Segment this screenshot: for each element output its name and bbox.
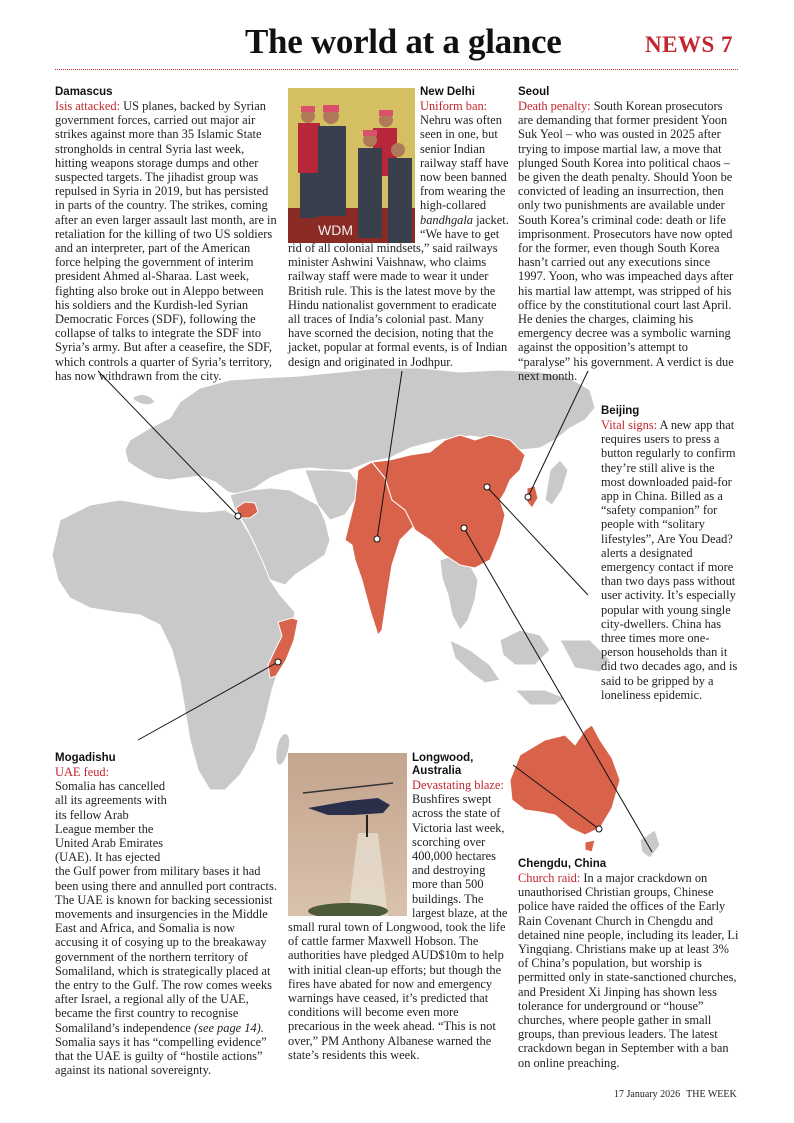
story-kicker: Vital signs: (601, 418, 658, 432)
photo-wrap-spacer (288, 752, 412, 918)
story-body-italic: bandhgala (420, 212, 474, 227)
story-mogadishu (55, 752, 277, 1077)
section-label: NEWS 7 (645, 32, 733, 57)
story-location: Seoul (518, 86, 550, 98)
story-kicker: Devastating blaze: (412, 778, 504, 792)
story-kicker: Isis attacked: (55, 99, 121, 113)
story-location: Damascus (55, 86, 113, 98)
page-title: The world at a glance (245, 22, 562, 61)
story-location: Beijing (601, 405, 640, 417)
story-beijing (601, 405, 741, 702)
story-body: Nehru was often seen in one, but senior Indian railway staff have now been banned from wearing the high-collared (420, 113, 509, 213)
story-body: In a major crackdown on unauthorised Christian groups, Chinese police have raided the offices of the Early Rain Covenant Church in Chengdu and detained nine people, including its leader, Li Yingqiang. Christians make up at least 3% of China’s population, but worship is permitted only in state-sanctioned churches, and President Xi Jinping has shown less tolerance for underground or “house” churches, where people gather in small groups, than previous leaders. The latest crackdown began in September with a ban on online preaching. (518, 871, 739, 1070)
story-kicker: Uniform ban: (420, 99, 488, 113)
story-longwood (288, 752, 510, 1062)
story-chengdu (518, 858, 740, 1070)
story-new-delhi (288, 86, 510, 369)
story-body: Somalia has cancelled all its agreements with its fellow Arab League member the United Arab Emirates (UAE). It has ejected the Gulf power from military bases it had been using there and annulled port contracts. The UAE is known for backing secessionist movements and insurgencies in the Middle East and Africa, and Somalia is now accusing it of cosying up to the breakaway government of the northern territory of Somaliland, which is strategically placed at the entry to the Gulf. The row comes weeks after Israel, a regional ally of the UAE, became the first country to recognise Somaliland’s independence (55, 779, 277, 1035)
story-location-country: Australia (412, 765, 462, 777)
story-body-italic: (see page 14). (194, 1020, 264, 1035)
story-location: Chengdu, China (518, 858, 607, 870)
story-body: US planes, backed by Syrian government forces, carried out major air strikes against more than 35 Islamic State strongholds in central Syria last week, hitting weapons storage dumps and other suspected targets. The jihadist group was repulsed in Syria in 2019, but has persisted in parts of the country. The strikes, coming after an even larger assault last month, are in retaliation for the killing of two US soldiers and an interpreter, part of the American force helping the government of interim president Ahmed al-Sharaa. Last week, fighting also broke out in Aleppo between his soldiers and the Kurdish-led Syrian Democratic Forces (SDF), following the collapse of talks to integrate the SDF into Syria’s army. But after a ceasefire, the SDF, which controls a quarter of Syria’s territory, has now withdrawn from the city. (55, 99, 277, 383)
photo-wrap-spacer (288, 86, 420, 241)
story-body: South Korean prosecutors are demanding that former president Yoon Suk Yeol – who was ousted in 2025 after trying to impose martial law, a move that plunged South Korea into political chaos – be given the death penalty. Should Yoon be convicted of leading an insurrection, then only two punishments are available under South Korea’s criminal code: death or life imprisonment. Prosecutors have now opted for the former, even though South Korea hasn’t carried out any executions since 1997. Yoon, who was impeached days after his martial law attempt, was stripped of his office by the constitutional court last April. He denies the charges, claiming his emergency decree was a symbolic warning against the opposition’s attempt to “paralyse” his government. A verdict is due next month. (518, 99, 734, 383)
story-kicker: UAE feud: (55, 765, 110, 779)
story-damascus (55, 86, 277, 383)
story-body: A new app that requires users to press a button regularly to confirm they’re still alive is the most downloaded paid-for app in China. Billed as a “safety companion” for people with “solitary lifestyles”, Are You Dead? alerts a designated emergency contact if more than two days pass without user activity. It’s especially popular with young single city-dwellers. China has three times more one-person households than it did two decades ago, and is said to be gripped by a loneliness epidemic. (601, 418, 738, 702)
issue-date: 17 January 2026 (614, 1089, 681, 1100)
story-body: Bushfires swept across the state of Victoria last week, scorching over 400,000 hectares and destroying more than 500 buildings. The largest blaze, at the small rural town of Longwood, took the life of cattle farmer Maxwell Hobson. The authorities have pledged AUD$10m to help with initial clean-up efforts; but though the fires have abated for now and emergency warnings have ceased, it’s predicted that conditions will become even more precarious in the week ahead. “This is not over,” PM Anthony Albanese warned the state’s residents this week. (288, 792, 508, 1062)
publication-name: THE WEEK (686, 1089, 737, 1100)
story-body-continued: jacket. “We have to get rid of all colonial mindsets,” said railways minister Ashwini Vaishnaw, who claims railway staff were made to wear it under British rule. This is the latest move by the Hindu nationalist government to eradicate all traces of India’s colonial past. Many have scorned the decision, noting that the jacket, popular at formal events, is of Indian design and originated in Jodhpur. (288, 212, 509, 369)
story-kicker: Church raid: (518, 871, 581, 885)
story-location: Longwood, (412, 752, 474, 764)
story-seoul (518, 86, 740, 383)
story-location: Mogadishu (55, 752, 116, 764)
story-body-continued: Somalia says it has “compelling evidence” that the UAE is guilty of “hostile actions” against its national sovereignty. (55, 1034, 267, 1078)
story-kicker: Death penalty: (518, 99, 591, 113)
svg-text:WDM: WDM (318, 222, 353, 238)
page-footer (614, 1089, 743, 1100)
story-location: New Delhi (420, 86, 475, 98)
map-wrap-spacer (167, 752, 277, 854)
